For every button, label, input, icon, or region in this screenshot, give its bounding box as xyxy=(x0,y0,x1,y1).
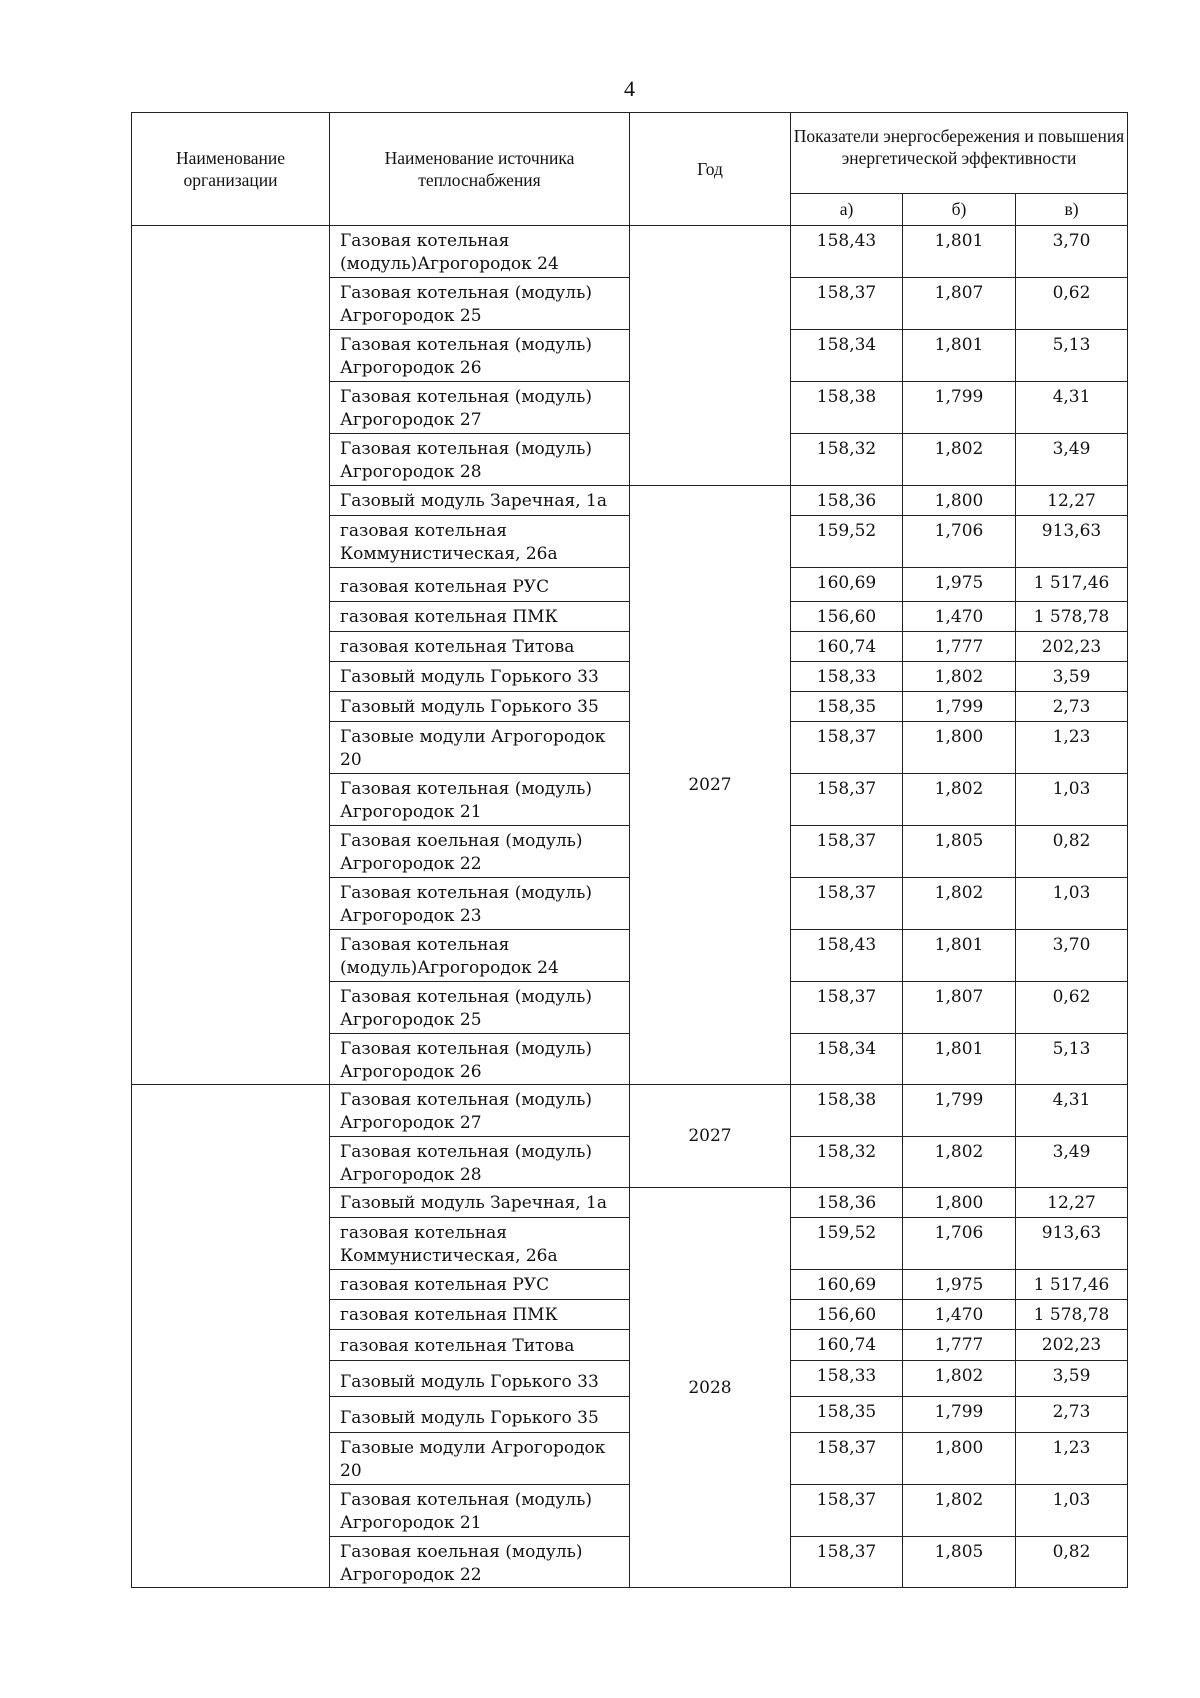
org-cell-1 xyxy=(132,226,330,1085)
source-cell: Газовый модуль Горького 35 xyxy=(330,1397,630,1433)
value-b: 1,800 xyxy=(903,1433,1016,1485)
source-cell: газовая котельная ПМК xyxy=(330,602,630,632)
value-a: 158,38 xyxy=(791,1085,903,1137)
source-cell: Газовый модуль Горького 33 xyxy=(330,662,630,692)
value-c: 1,23 xyxy=(1016,722,1128,774)
subheader-b: б) xyxy=(903,194,1016,226)
value-b: 1,800 xyxy=(903,722,1016,774)
value-c: 1 517,46 xyxy=(1016,1270,1128,1300)
source-cell: Газовая котельная (модуль) Агрогородок 26 xyxy=(330,330,630,382)
year-cell-2027b: 2027 xyxy=(630,1085,791,1188)
header-row xyxy=(132,113,1128,194)
source-cell: Газовая котельная (модуль) Агрогородок 26 xyxy=(330,1034,630,1085)
value-c: 0,82 xyxy=(1016,826,1128,878)
value-c: 1,23 xyxy=(1016,1433,1128,1485)
value-c: 4,31 xyxy=(1016,1085,1128,1137)
value-b: 1,801 xyxy=(903,1034,1016,1085)
value-b: 1,799 xyxy=(903,692,1016,722)
value-a: 158,43 xyxy=(791,930,903,982)
value-b: 1,470 xyxy=(903,1300,1016,1330)
value-b: 1,777 xyxy=(903,632,1016,662)
value-b: 1,975 xyxy=(903,1270,1016,1300)
source-cell: Газовая котельная (модуль) Агрогородок 25 xyxy=(330,982,630,1034)
source-cell: Газовый модуль Заречная, 1а xyxy=(330,486,630,516)
value-a: 158,32 xyxy=(791,1137,903,1188)
value-a: 158,37 xyxy=(791,982,903,1034)
value-c: 913,63 xyxy=(1016,516,1128,568)
value-a: 158,37 xyxy=(791,826,903,878)
header-indicators: Показатели энергосбережения и повышения энергетической эффективности xyxy=(791,113,1128,194)
source-cell: Газовая котельная (модуль) Агрогородок 21 xyxy=(330,1485,630,1537)
value-b: 1,802 xyxy=(903,1361,1016,1397)
value-a: 158,38 xyxy=(791,382,903,434)
value-c: 1,03 xyxy=(1016,774,1128,826)
value-a: 158,37 xyxy=(791,878,903,930)
source-cell: Газовые модули Агрогородок 20 xyxy=(330,1433,630,1485)
source-cell: Газовая коельная (модуль) Агрогородок 22 xyxy=(330,826,630,878)
value-c: 3,70 xyxy=(1016,226,1128,278)
value-b: 1,807 xyxy=(903,278,1016,330)
value-a: 158,43 xyxy=(791,226,903,278)
value-a: 160,69 xyxy=(791,568,903,602)
value-a: 159,52 xyxy=(791,1218,903,1270)
value-c: 5,13 xyxy=(1016,330,1128,382)
value-c: 0,82 xyxy=(1016,1537,1128,1588)
source-cell: Газовая котельная (модуль) Агрогородок 25 xyxy=(330,278,630,330)
value-c: 0,62 xyxy=(1016,278,1128,330)
year-cell-2028: 2028 xyxy=(630,1188,791,1588)
value-b: 1,975 xyxy=(903,568,1016,602)
source-cell: Газовая котельная (модуль)Агрогородок 24 xyxy=(330,226,630,278)
value-c: 2,73 xyxy=(1016,692,1128,722)
value-a: 156,60 xyxy=(791,1300,903,1330)
source-cell: Газовый модуль Заречная, 1а xyxy=(330,1188,630,1218)
value-b: 1,802 xyxy=(903,878,1016,930)
value-c: 1,03 xyxy=(1016,878,1128,930)
source-cell: газовая котельная РУС xyxy=(330,568,630,602)
subheader-c: в) xyxy=(1016,194,1128,226)
value-c: 12,27 xyxy=(1016,1188,1128,1218)
source-cell: Газовая коельная (модуль) Агрогородок 22 xyxy=(330,1537,630,1588)
value-b: 1,802 xyxy=(903,774,1016,826)
header-year: Год xyxy=(630,113,791,226)
value-a: 158,36 xyxy=(791,486,903,516)
source-cell: Газовая котельная (модуль) Агрогородок 21 xyxy=(330,774,630,826)
value-b: 1,706 xyxy=(903,516,1016,568)
value-a: 158,34 xyxy=(791,1034,903,1085)
source-cell: Газовая котельная (модуль) Агрогородок 28 xyxy=(330,434,630,486)
org-cell-2 xyxy=(132,1085,330,1588)
source-cell: газовая котельная Титова xyxy=(330,1330,630,1361)
page-number: 4 xyxy=(624,76,635,101)
value-c: 1 517,46 xyxy=(1016,568,1128,602)
source-cell: Газовый модуль Горького 33 xyxy=(330,1361,630,1397)
value-b: 1,799 xyxy=(903,1397,1016,1433)
value-c: 3,59 xyxy=(1016,662,1128,692)
value-a: 158,35 xyxy=(791,1397,903,1433)
source-cell: Газовые модули Агрогородок 20 xyxy=(330,722,630,774)
source-cell: Газовая котельная (модуль) Агрогородок 23 xyxy=(330,878,630,930)
value-a: 158,35 xyxy=(791,692,903,722)
source-cell: Газовая котельная (модуль) Агрогородок 27 xyxy=(330,1085,630,1137)
value-c: 1,03 xyxy=(1016,1485,1128,1537)
value-c: 913,63 xyxy=(1016,1218,1128,1270)
value-a: 158,33 xyxy=(791,1361,903,1397)
value-b: 1,802 xyxy=(903,434,1016,486)
value-c: 1 578,78 xyxy=(1016,1300,1128,1330)
year-cell-2027: 2027 xyxy=(630,486,791,1085)
value-a: 156,60 xyxy=(791,602,903,632)
value-a: 160,74 xyxy=(791,1330,903,1361)
source-cell: газовая котельная Титова xyxy=(330,632,630,662)
value-b: 1,801 xyxy=(903,930,1016,982)
value-b: 1,802 xyxy=(903,1137,1016,1188)
value-b: 1,799 xyxy=(903,382,1016,434)
value-a: 158,34 xyxy=(791,330,903,382)
value-a: 158,32 xyxy=(791,434,903,486)
value-c: 0,62 xyxy=(1016,982,1128,1034)
value-c: 12,27 xyxy=(1016,486,1128,516)
value-c: 3,49 xyxy=(1016,434,1128,486)
value-a: 160,69 xyxy=(791,1270,903,1300)
value-c: 4,31 xyxy=(1016,382,1128,434)
value-b: 1,799 xyxy=(903,1085,1016,1137)
table-row xyxy=(132,226,1128,278)
header-source: Наименование источника теплоснабжения xyxy=(330,113,630,226)
value-b: 1,801 xyxy=(903,226,1016,278)
value-c: 202,23 xyxy=(1016,1330,1128,1361)
value-b: 1,802 xyxy=(903,1485,1016,1537)
source-cell: газовая котельная РУС xyxy=(330,1270,630,1300)
value-a: 158,37 xyxy=(791,1485,903,1537)
value-b: 1,802 xyxy=(903,662,1016,692)
value-a: 158,37 xyxy=(791,722,903,774)
value-a: 159,52 xyxy=(791,516,903,568)
value-a: 158,37 xyxy=(791,774,903,826)
value-a: 158,37 xyxy=(791,1433,903,1485)
value-c: 1 578,78 xyxy=(1016,602,1128,632)
energy-efficiency-table xyxy=(131,112,1128,1588)
value-b: 1,777 xyxy=(903,1330,1016,1361)
value-b: 1,470 xyxy=(903,602,1016,632)
year-cell-blank xyxy=(630,226,791,486)
value-a: 158,33 xyxy=(791,662,903,692)
value-a: 158,37 xyxy=(791,1537,903,1588)
source-cell: Газовая котельная (модуль) Агрогородок 28 xyxy=(330,1137,630,1188)
value-c: 3,70 xyxy=(1016,930,1128,982)
value-a: 158,37 xyxy=(791,278,903,330)
source-cell: газовая котельная Коммунистическая, 26а xyxy=(330,1218,630,1270)
value-c: 3,59 xyxy=(1016,1361,1128,1397)
source-cell: газовая котельная ПМК xyxy=(330,1300,630,1330)
header-org: Наименование организации xyxy=(132,113,330,226)
value-a: 160,74 xyxy=(791,632,903,662)
value-b: 1,800 xyxy=(903,486,1016,516)
value-c: 3,49 xyxy=(1016,1137,1128,1188)
value-c: 2,73 xyxy=(1016,1397,1128,1433)
value-c: 5,13 xyxy=(1016,1034,1128,1085)
value-a: 158,36 xyxy=(791,1188,903,1218)
source-cell: Газовый модуль Горького 35 xyxy=(330,692,630,722)
subheader-a: а) xyxy=(791,194,903,226)
source-cell: Газовая котельная (модуль)Агрогородок 24 xyxy=(330,930,630,982)
source-cell: газовая котельная Коммунистическая, 26а xyxy=(330,516,630,568)
value-b: 1,801 xyxy=(903,330,1016,382)
table-row xyxy=(132,1085,1128,1137)
value-c: 202,23 xyxy=(1016,632,1128,662)
value-b: 1,706 xyxy=(903,1218,1016,1270)
value-b: 1,805 xyxy=(903,1537,1016,1588)
value-b: 1,807 xyxy=(903,982,1016,1034)
value-b: 1,800 xyxy=(903,1188,1016,1218)
value-b: 1,805 xyxy=(903,826,1016,878)
source-cell: Газовая котельная (модуль) Агрогородок 27 xyxy=(330,382,630,434)
